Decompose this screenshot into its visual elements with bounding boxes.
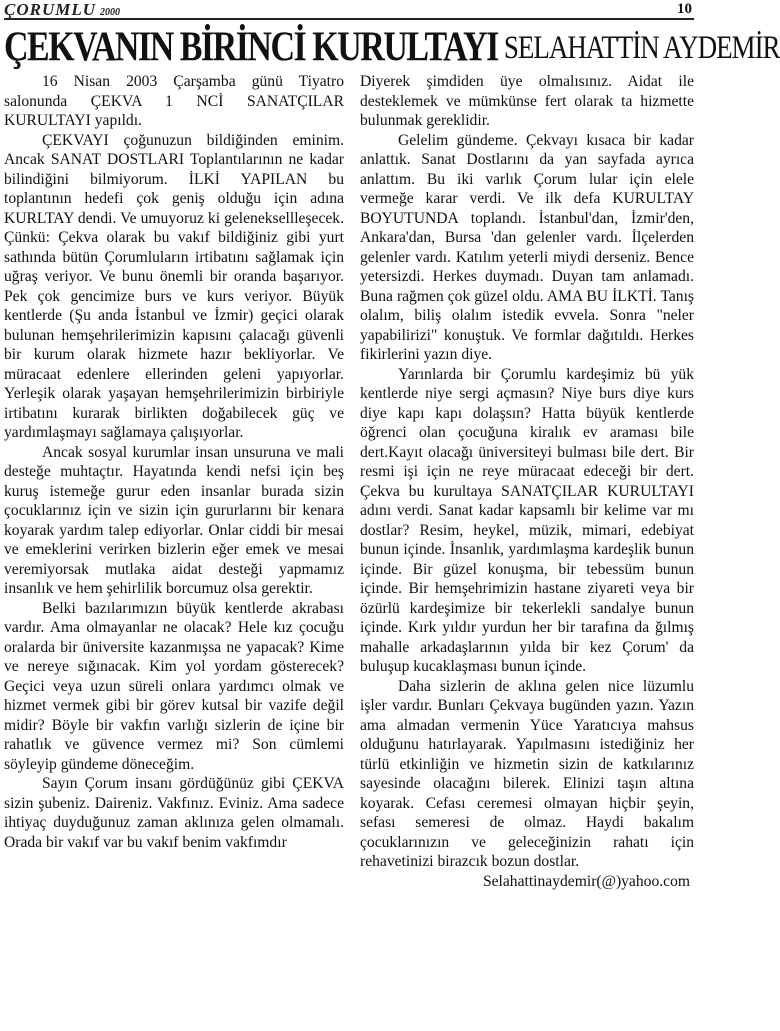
- newspaper-logo: [4, 0, 120, 20]
- article-column-left: [4, 72, 344, 852]
- paragraph: Diyerek şimdiden üye olmalısınız. Aidat ile desteklemek ve mümkünse fert olarak ta hizmette bulunmak gereklidir.: [360, 73, 694, 129]
- paragraph: ÇEKVAYI çoğunuzun bildiğinden eminim. Ancak SANAT DOSTLARI Toplantılarının ne kadar bilindiğini bilmiyorum. İLKİ YAPILAN bu toplantının hedefi çok geniş olduğu için adına KURLTAY dendi. Ve umuyoruz ki geleneksellleşecek. Çünkü: Çekva olarak bu vakıf bildiğiniz gibi yurt sathında bütün Çorumluların irtibatını sağlamak için uğraş veriyor. Ve bunu önemli bir oranda başarıyor. Pek çok gencimize burs ve kurs veriyor. Büyük kentlerde (Şu anda İstanbul ve İzmir) geçici olarak bulunan hemşehrilerimizin kapısını çalacağı güvenli bir kurum olarak hizmete hazır bekliyorlar. Ve müracaat edenlere ellerinden geleni yapıyorlar. Yerleşik olarak yaşayan hemşehrilerimizin birbiriyle irtibatını kurarak birlikten doğabilecek güç ve yardımlaşmayı sağlamaya çalışıyorlar.: [4, 131, 344, 441]
- article-column-right: [360, 72, 694, 891]
- paragraph: Ancak sosyal kurumlar insan unsuruna ve mali desteğe muhtaçtır. Hayatında kendi nefsi için beş kuruş istemeğe gurur eden insanlar burada sizin çocuklarınız için ve sizin için gururlarını bir kenara koyarak yardım talep ediyorlar. Onlar ciddi bir mesai ve emeklerini verirken bizlerin eğer emek ve mesai veremiyorsak mutlaka aidat desteği yapmamız insanlık ve hem şehirlilik borcumuz olsa gerektir.: [4, 443, 344, 597]
- logo-year: 2000: [100, 7, 121, 18]
- paragraph: Sayın Çorum insanı gördüğünüz gibi ÇEKVA sizin şubeniz. Daireniz. Vakfınız. Eviniz. Ama sadece ihtiyaç duyduğunuz zaman aklınıza gelen olmamalı. Orada bir vakıf var bu vakıf benim vakfımdır: [4, 775, 344, 851]
- page-number: 10: [677, 1, 692, 17]
- article-title: ÇEKVANIN BİRİNCİ KURULTAYI: [4, 24, 498, 71]
- paragraph: Yarınlarda bir Çorumlu kardeşimiz bü yük kentlerde niye sergi açmasın? Niye burs diye kurs diye kapı kapı dolaşsın? Hatta büyük kentlerde öğrenci olan çocuğuna kiralık ev araması bile dert.Kayıt olacağı üniversiteyi bulması bile dert. Bir resmi işi için ne reye müracaat edeceği bir dert. Çekva bu kurultaya SANATÇILAR KURULTAYI adını verdi. Sanat kadar kapsamlı bir kelime var mı dostlar? Resim, heykel, müzik, mimari, edebiyat bunun içinde. İnsanlık, yardımlaşma kardeşlik bunun içinde. Bir güzel konuşma, bir tebessüm bunun içinde. Bir hemşehrimizin hastane ziyareti veya bir özürlü kardeşimize bir tekerlekli sandalye bunun içinde. Kırk yıldır yurdun her bir tarafına da ğılmış mahalle arkadaşlarının yılda bir kez Çorum' da buluşup kucaklaşması bunun içinde.: [360, 365, 694, 675]
- paragraph: Daha sizlerin de aklına gelen nice lüzumlu işler vardır. Bunları Çekvaya bugünden yazın. Yazın ama almadan vermenin Yüce Yaratıcıya mahsus olduğunu hatırlayarak. Yapılmasını istediğiniz her türlü etkinliğin ve hizmetin sizin de katkılarınız sayesinde olacağını bilerek. Elinizi taşın altına koyarak. Cefası ceremesi olmayan hiçbir şeyin, sefası semeresi de olmaz. Haydi bakalım çocuklarınızın ve geleceğinizin rahatı için rehavetinizi birazcık bozun dostlar.: [360, 677, 694, 870]
- logo-text: ÇORUMLU: [4, 0, 97, 19]
- paragraph: 16 Nisan 2003 Çarşamba günü Tiyatro salonunda ÇEKVA 1 NCİ SANATÇILAR KURULTAYI yapıldı.: [4, 73, 344, 129]
- paragraph: Gelelim gündeme. Çekvayı kısaca bir kadar anlattık. Sanat Dostlarını da yan sayfada ayrıca anlattım. Bu iki varlık Çorum lular için elele vermeğe karar verdi. Ve ilk defa KURULTAY BOYUTUNDA toplandı. İstanbul'dan, İzmir'den, Ankara'dan, Bursa 'dan gelenler vardı. İlçelerden gelenler vardı. Katılım yeterli miydi derseniz. Bence yetersizdi. Herkes duymadı. Duyan tam anlamadı. Buna rağmen çok güzel oldu. AMA BU İLKTİ. Tanış olalım, biliş olalım istedik evvela. Sonra "neler yapabilirizi" konuştuk. Ve formlar dağıtıldı. Herkes fikirlerini yazın diye.: [360, 131, 694, 363]
- paragraph: Belki bazılarımızın büyük kentlerde akrabası vardır. Ama olmayanlar ne olacak? Hele kız çocuğu oralarda bir üniversite kazanmışsa ne yapacak? Kime ve nereye sığınacak. Kim yol yordam gösterecek? Geçici veya uzun süreli onlara yardımcı olmak ve hizmet vermek gibi bir görev kutsal bir vazife değil midir? Böyle bir vakfın varlığı sizlerin de içine bir rahatlık ve güvence vermez mi? Son cümlemi söyleyip gündeme döneceğim.: [4, 599, 344, 773]
- header-rule: [4, 18, 694, 20]
- author-name: SELAHATTİN AYDEMİR: [503, 29, 780, 65]
- author-email: Selahattinaydemir(@)yahoo.com: [482, 872, 690, 890]
- masthead: [0, 0, 698, 22]
- headline: [4, 24, 780, 71]
